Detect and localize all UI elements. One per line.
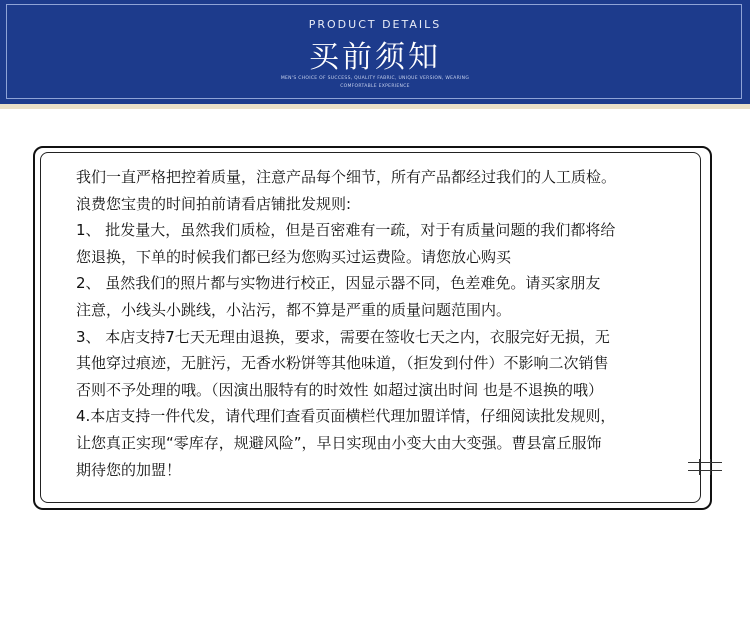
decorative-line [688, 462, 722, 463]
decorative-line [710, 459, 711, 475]
banner-underline [0, 104, 750, 109]
banner-tagline-2: COMFORTABLE EXPERIENCE [340, 84, 410, 89]
notice-line: 3、 本店支持7七天无理由退换，要求，需要在签收七天之内，衣服完好无损，无 [76, 327, 610, 346]
page-title: 买前须知 [309, 40, 441, 75]
header-banner [0, 0, 750, 109]
notice-text [76, 164, 676, 483]
notice-line: 2、 虽然我们的照片都与实物进行校正，因显示器不同，色差难免。请买家朋友 [76, 274, 601, 293]
notice-line: 您退换，下单的时候我们都已经为您购买过运费险。请您放心购买 [76, 247, 512, 266]
notice-line: 否则不予处理的哦。（因演出服特有的时效性 如超过演出时间 也是不退换的哦） [76, 380, 604, 399]
notice-line: 1、 批发量大，虽然我们质检，但是百密难有一疏，对于有质量问题的我们都将给 [76, 221, 616, 240]
decorative-line [688, 470, 722, 471]
notice-line: 浪费您宝贵的时间拍前请看店铺批发规则: [76, 194, 352, 213]
notice-line: 期待您的加盟！ [76, 460, 182, 479]
banner-subtitle: PRODUCT DETAILS [308, 18, 442, 31]
banner-tagline-1: MEN'S CHOICE OF SUCCESS, QUALITY FABRIC, UNIQUE VERSION, WEARING [280, 76, 470, 81]
decorative-line [699, 459, 700, 475]
notice-line: 4.本店支持一件代发，请代理们查看页面横栏代理加盟详情，仔细阅读批发规则， [76, 407, 616, 426]
notice-line: 让您真正实现“零库存，规避风险”，早日实现由小变大由大变强。曹县富丘服饰 [76, 433, 602, 452]
notice-line: 我们一直严格把控着质量，注意产品每个细节，所有产品都经过我们的人工质检。 [76, 168, 617, 186]
notice-line: 其他穿过痕迹，无脏污，无香水粉饼等其他味道，（拒发到付件）不影响二次销售 [76, 354, 609, 373]
notice-line: 注意，小线头小跳线，小沾污，都不算是严重的质量问题范围内。 [76, 300, 512, 319]
